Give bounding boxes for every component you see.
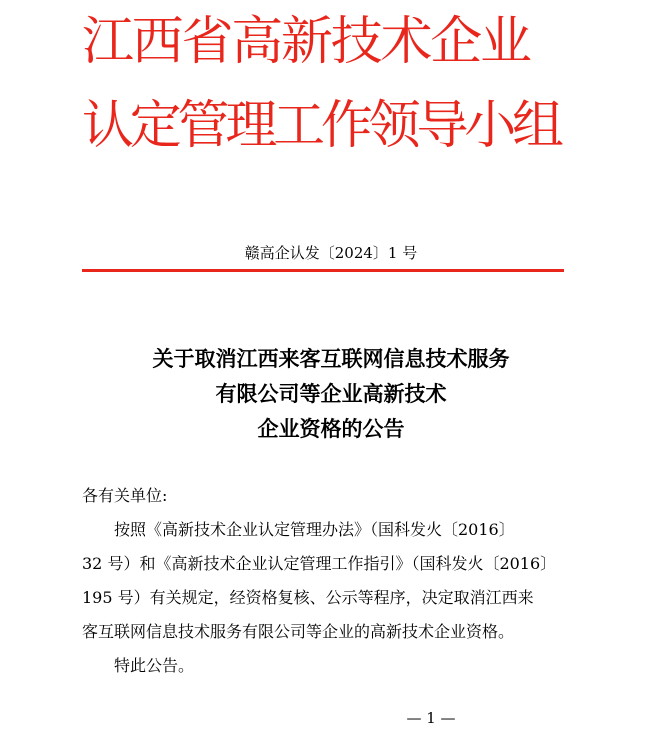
body-paragraph bbox=[82, 513, 560, 649]
page-number: — 1 — bbox=[406, 709, 456, 727]
salutation: 各有关单位: bbox=[82, 486, 168, 505]
masthead-line-1: 江西省高新技术企业 bbox=[82, 12, 530, 72]
closing-remark: 特此公告。 bbox=[114, 656, 195, 675]
red-divider bbox=[82, 269, 564, 272]
title-line-1: 关于取消江西来客互联网信息技术服务 bbox=[152, 347, 510, 371]
body-line-3: 195 号）有关规定，经资格复核、公示等程序，决定取消江西来 bbox=[82, 588, 534, 607]
document-number: 赣高企认发〔2024〕1 号 bbox=[244, 244, 418, 262]
body-line-1: 按照《高新技术企业认定管理办法》（国科发火〔2016〕 bbox=[114, 520, 515, 539]
body-line-2: 32 号）和《高新技术企业认定管理工作指引》（国科发火〔2016〕 bbox=[82, 554, 557, 573]
title-line-2: 有限公司等企业高新技术 bbox=[215, 382, 447, 406]
body-line-4: 客互联网信息技术服务有限公司等企业的高新技术企业资格。 bbox=[82, 622, 515, 641]
title-line-3: 企业资格的公告 bbox=[257, 417, 405, 441]
masthead-line-2: 认定管理工作领导小组 bbox=[82, 96, 560, 156]
announcement-title bbox=[0, 342, 662, 447]
